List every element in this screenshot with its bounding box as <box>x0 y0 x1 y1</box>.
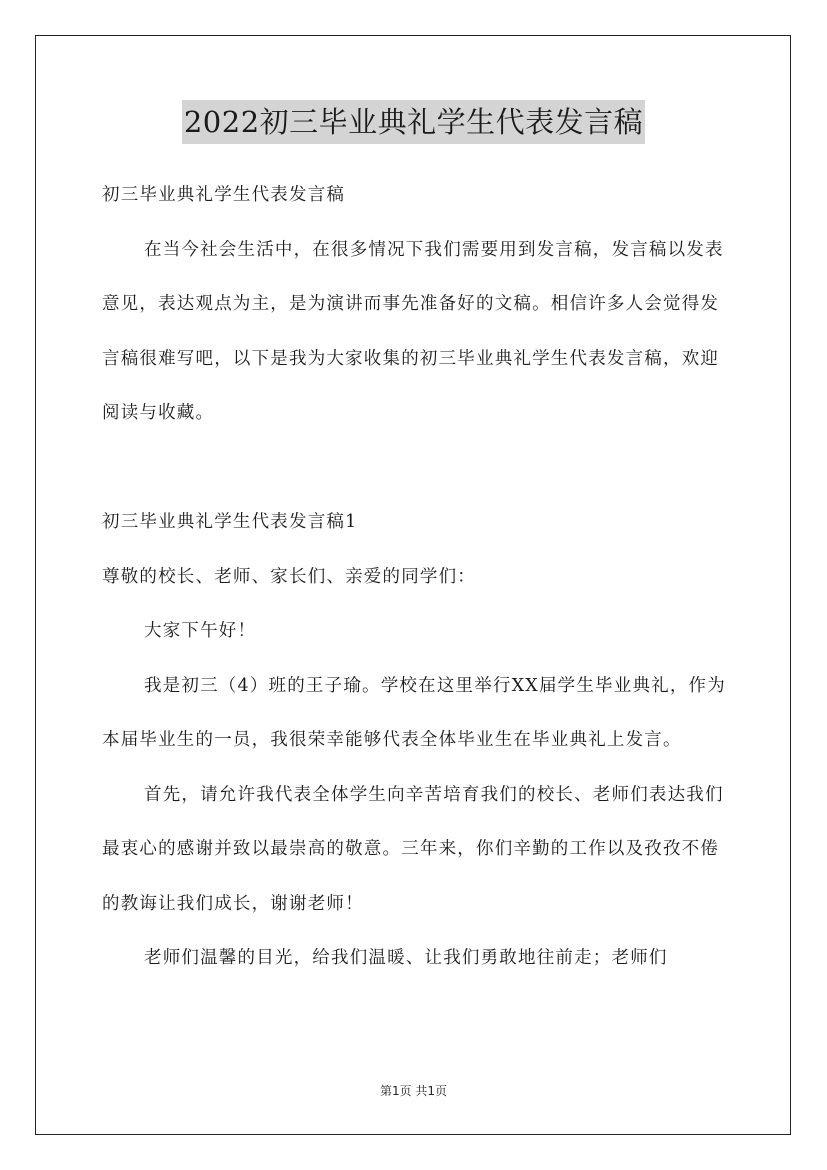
speech-paragraph: 首先，请允许我代表全体学生向辛苦培育我们的校长、老师们表达我们最衷心的感谢并致以最崇高的敬意。三年来，你们辛勤的工作以及孜孜不倦的教诲让我们成长，谢谢老师！ <box>102 784 724 914</box>
document-body <box>102 168 732 986</box>
speech-paragraph: 老师们温馨的目光，给我们温暖、让我们勇敢地往前走；老师们 <box>144 948 668 968</box>
speech-paragraph: 我是初三（4）班的王子瑜。学校在这里举行XX届学生毕业典礼，作为本届毕业生的一员，我很荣幸能够代表全体毕业生在毕业典礼上发言。 <box>102 675 726 750</box>
page-number: 第1页 共1页 <box>379 1084 448 1098</box>
intro-paragraph: 在当今社会生活中，在很多情况下我们需要用到发言稿，发言稿以发表意见，表达观点为主，是为演讲而事先准备好的文稿。相信许多人会觉得发言稿很难写吧，以下是我为大家收集的初三毕业典礼学生代表发言稿，欢迎阅读与收藏。 <box>102 239 724 423</box>
greeting: 大家下午好！ <box>144 621 257 641</box>
title-wrap <box>0 100 827 144</box>
section-heading: 初三毕业典礼学生代表发言稿 <box>102 185 346 205</box>
document-title: 2022初三毕业典礼学生代表发言稿 <box>182 100 645 144</box>
page-footer <box>0 1082 827 1100</box>
speech-heading: 初三毕业典礼学生代表发言稿1 <box>102 512 358 532</box>
salutation: 尊敬的校长、老师、家长们、亲爱的同学们： <box>102 566 476 587</box>
